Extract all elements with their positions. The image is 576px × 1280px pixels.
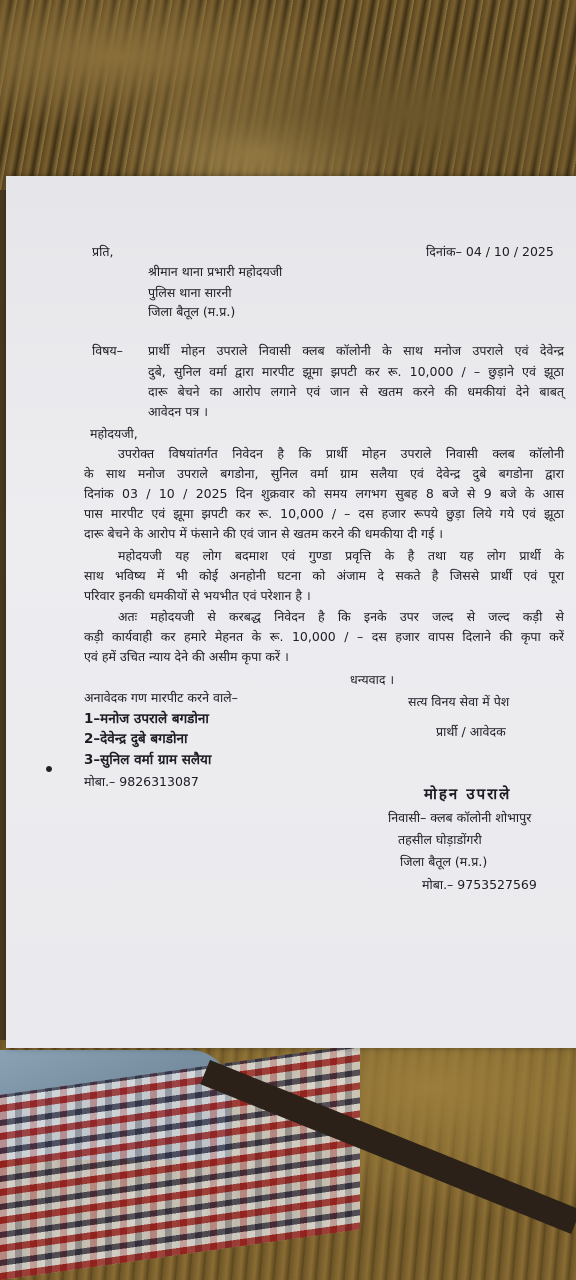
applicant-address-2: तहसील घोड़ाडोंगरी bbox=[398, 832, 482, 847]
applicant-address-3: जिला बैतूल (म.प्र.) bbox=[400, 854, 488, 869]
accused-1: 1–मनोज उपराले बगडोना bbox=[84, 711, 209, 727]
recipient-line-1: श्रीमान थाना प्रभारी महोदयजी bbox=[148, 264, 283, 279]
subject-label: विषय– bbox=[92, 343, 123, 358]
letter-page bbox=[6, 176, 576, 1048]
applicant-label: प्रार्थी / आवेदक bbox=[436, 724, 506, 739]
subject-line: प्रार्थी मोहन उपराले निवासी क्लब कॉलोनी के साथ मनोज उपराले एवं देवेन्द्र bbox=[148, 343, 564, 358]
applicant-address-1: निवासी– क्लब कॉलोनी शोभापुर bbox=[388, 810, 532, 825]
subject-line: दुबे, सुनिल वर्मा द्वारा मारपीट झूमा झपटी कर रू. 10,000 / – छुड़ाने एवं झूठा bbox=[148, 364, 564, 379]
accused-3: 3–सुनिल वर्मा ग्राम सलैया bbox=[84, 752, 212, 768]
body-line: एवं हमें उचित न्याय देने की असीम कृपा करें । bbox=[84, 649, 289, 664]
body-line: दारू बेचने के आरोप में फंसाने की एवं जान से खतम करने की धमकीया दी गई । bbox=[84, 526, 443, 541]
recipient-line-3: जिला बैतूल (म.प्र.) bbox=[148, 304, 236, 319]
subject-line: आवेदन पत्र । bbox=[148, 404, 208, 419]
body-line: कड़ी कार्यवाही कर हमारे मेहनत के रू. 10,000 / – दस हजार वापस दिलाने की कृपा करें bbox=[84, 629, 564, 644]
prati-label: प्रति, bbox=[92, 244, 114, 259]
body-line: उपरोक्त विषयांतर्गत निवेदन है कि प्रार्थी मोहन उपराले निवासी क्लब कॉलोनी bbox=[118, 446, 564, 461]
applicant-mobile: मोबा.– 9753527569 bbox=[422, 877, 537, 892]
body-line: के साथ मनोज उपराले बगडोना, सुनिल वर्मा ग्राम सलैया एवं देवेन्द्र दुबे बगडोना द्वारा bbox=[84, 466, 564, 481]
thanks: धन्यवाद । bbox=[350, 672, 395, 687]
body-line: दिनांक 03 / 10 / 2025 दिन शुक्रवार को समय लगभग सुबह 8 बजे से 9 बजे के आस bbox=[84, 486, 564, 501]
body-line: महोदयजी यह लोग बदमाश एवं गुण्डा प्रवृत्ति के है तथा यह लोग प्रार्थी के bbox=[118, 548, 564, 563]
body-line: परिवार इनकी धमकीयों से भयभीत एवं परेशान है । bbox=[84, 588, 311, 603]
recipient-line-2: पुलिस थाना सारनी bbox=[148, 285, 232, 300]
table-background-top bbox=[0, 0, 576, 190]
applicant-name: मोहन उपराले bbox=[424, 785, 512, 803]
body-line: अतः महोदयजी से करबद्ध निवेदन है कि इनके उपर जल्द से जल्द कड़ी से bbox=[118, 609, 564, 624]
ink-dot bbox=[46, 766, 52, 772]
body-line: पास मारपीट एवं झूमा झपटी कर रू. 10,000 / – दस हजार रूपये छुड़ा लिये गये एवं झूठा bbox=[84, 506, 564, 521]
accused-header: अनावेदक गण मारपीट करने वाले– bbox=[84, 690, 238, 705]
letter-date: दिनांक– 04 / 10 / 2025 bbox=[426, 244, 554, 259]
subject-line: दारू बेचने का आरोप लगाने एवं जान से खतम करने की धमकीयां देने बाबत् bbox=[148, 384, 564, 399]
salutation: महोदयजी, bbox=[90, 426, 138, 441]
accused-2: 2–देवेन्द्र दुबे बगडोना bbox=[84, 731, 188, 747]
accused-mobile: मोबा.– 9826313087 bbox=[84, 774, 199, 789]
body-line: साथ भविष्य में भी कोई अनहोनी घटना को अंजाम दे सकते है जिससे प्रार्थी एवं पूरा bbox=[84, 568, 564, 583]
closing: सत्य विनय सेवा में पेश bbox=[408, 694, 510, 709]
